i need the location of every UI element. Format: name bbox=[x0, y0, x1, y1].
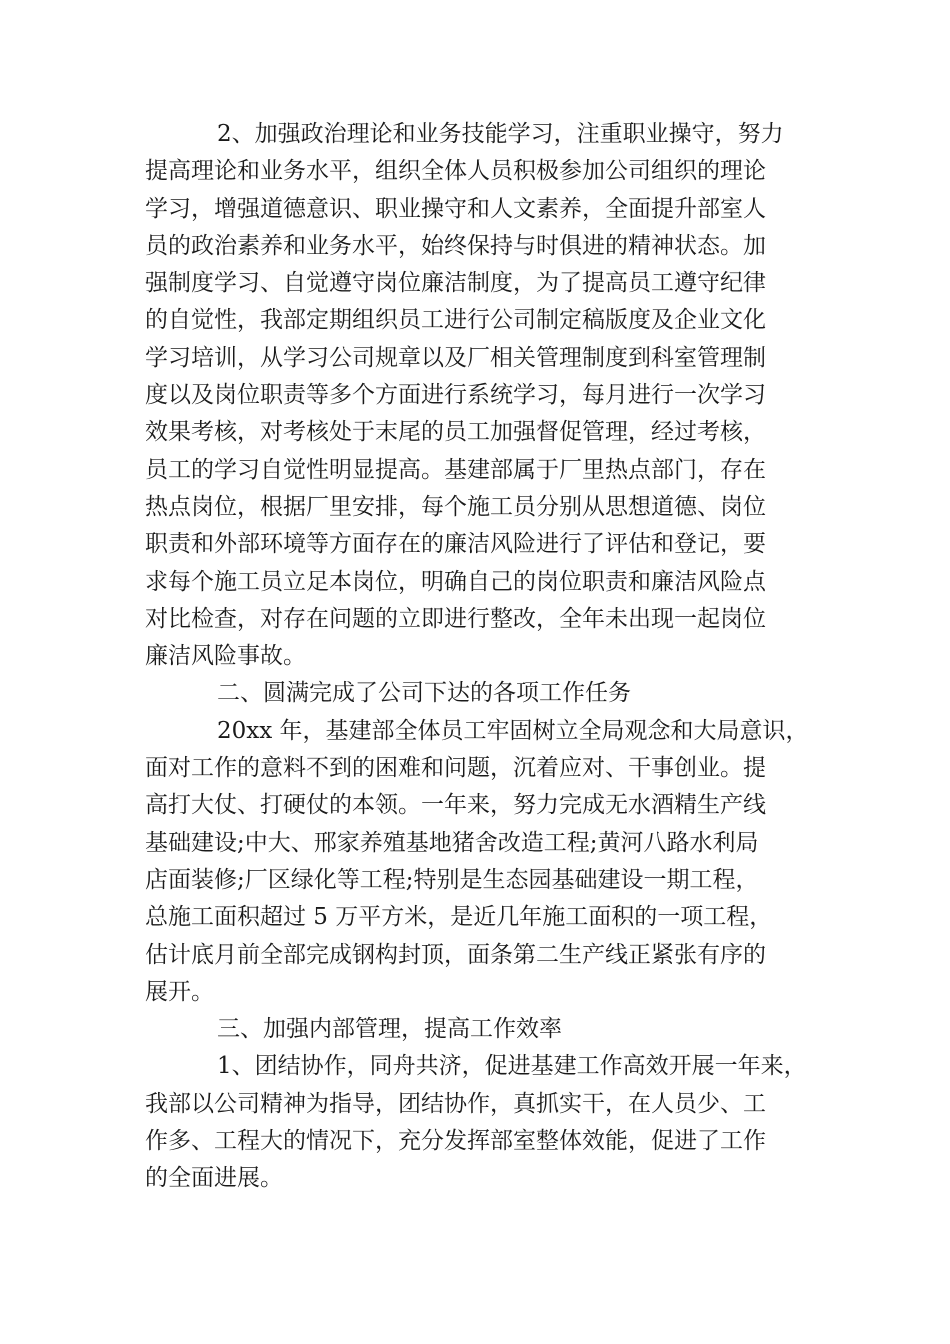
text-line: 高打大仗、打硬仗的本领。一年来，努力完成无水酒精生产线 bbox=[145, 792, 766, 819]
text-line: 估计底月前全部完成钢构封顶，面条第二生产线正紧张有序的 bbox=[145, 941, 766, 968]
text-line: 的自觉性，我部定期组织员工进行公司制定稿版度及企业文化 bbox=[145, 307, 766, 334]
text-line: 20xx 年，基建部全体员工牢固树立全局观念和大局意识， bbox=[217, 717, 809, 744]
text-line: 效果考核，对考核处于末尾的员工加强督促管理，经过考核， bbox=[145, 419, 766, 446]
text-line: 学习培训，从学习公司规章以及厂相关管理制度到科室管理制 bbox=[145, 344, 766, 371]
text-line: 作多、工程大的情况下，充分发挥部室整体效能，促进了工作 bbox=[145, 1128, 766, 1155]
text-line: 廉洁风险事故。 bbox=[145, 643, 306, 670]
text-line: 二、圆满完成了公司下达的各项工作任务 bbox=[217, 680, 631, 707]
text-line: 2、加强政治理论和业务技能学习，注重职业操守，努力 bbox=[217, 121, 784, 147]
text-line: 员工的学习自觉性明显提高。基建部属于厂里热点部门，存在 bbox=[145, 456, 766, 483]
text-line: 员的政治素养和业务水平，始终保持与时俱进的精神状态。加 bbox=[145, 232, 766, 259]
text-line: 学习，增强道德意识、职业操守和人文素养，全面提升部室人 bbox=[145, 195, 766, 222]
text-line: 基础建设;中大、邢家养殖基地猪舍改造工程;黄河八路水利局 bbox=[145, 829, 759, 856]
text-line: 三、加强内部管理，提高工作效率 bbox=[217, 1016, 562, 1043]
text-line: 面对工作的意料不到的困难和问题，沉着应对、干事创业。提 bbox=[145, 755, 766, 782]
text-line: 对比检查，对存在问题的立即进行整改，全年未出现一起岗位 bbox=[145, 605, 766, 632]
text-line: 店面装修;厂区绿化等工程;特别是生态园基础建设一期工程， bbox=[145, 866, 759, 893]
text-line: 职责和外部环境等方面存在的廉洁风险进行了评估和登记，要 bbox=[145, 531, 766, 558]
text-line: 展开。 bbox=[145, 978, 214, 1005]
text-line: 我部以公司精神为指导，团结协作，真抓实干，在人员少、工 bbox=[145, 1090, 766, 1117]
text-line: 的全面进展。 bbox=[145, 1165, 283, 1192]
document-body bbox=[145, 116, 825, 1198]
text-line: 强制度学习、自觉遵守岗位廉洁制度，为了提高员工遵守纪律 bbox=[145, 270, 766, 297]
text-line: 求每个施工员立足本岗位，明确自己的岗位职责和廉洁风险点 bbox=[145, 568, 766, 595]
text-line: 总施工面积超过 5 万平方米，是近几年施工面积的一项工程， bbox=[145, 904, 773, 931]
text-line: 1、团结协作，同舟共济，促进基建工作高效开展一年来， bbox=[217, 1053, 807, 1080]
text-line: 度以及岗位职责等多个方面进行系统学习，每月进行一次学习 bbox=[145, 382, 766, 409]
text-line: 提高理论和业务水平，组织全体人员积极参加公司组织的理论 bbox=[145, 158, 766, 185]
text-line: 热点岗位，根据厂里安排，每个施工员分别从思想道德、岗位 bbox=[145, 493, 766, 520]
